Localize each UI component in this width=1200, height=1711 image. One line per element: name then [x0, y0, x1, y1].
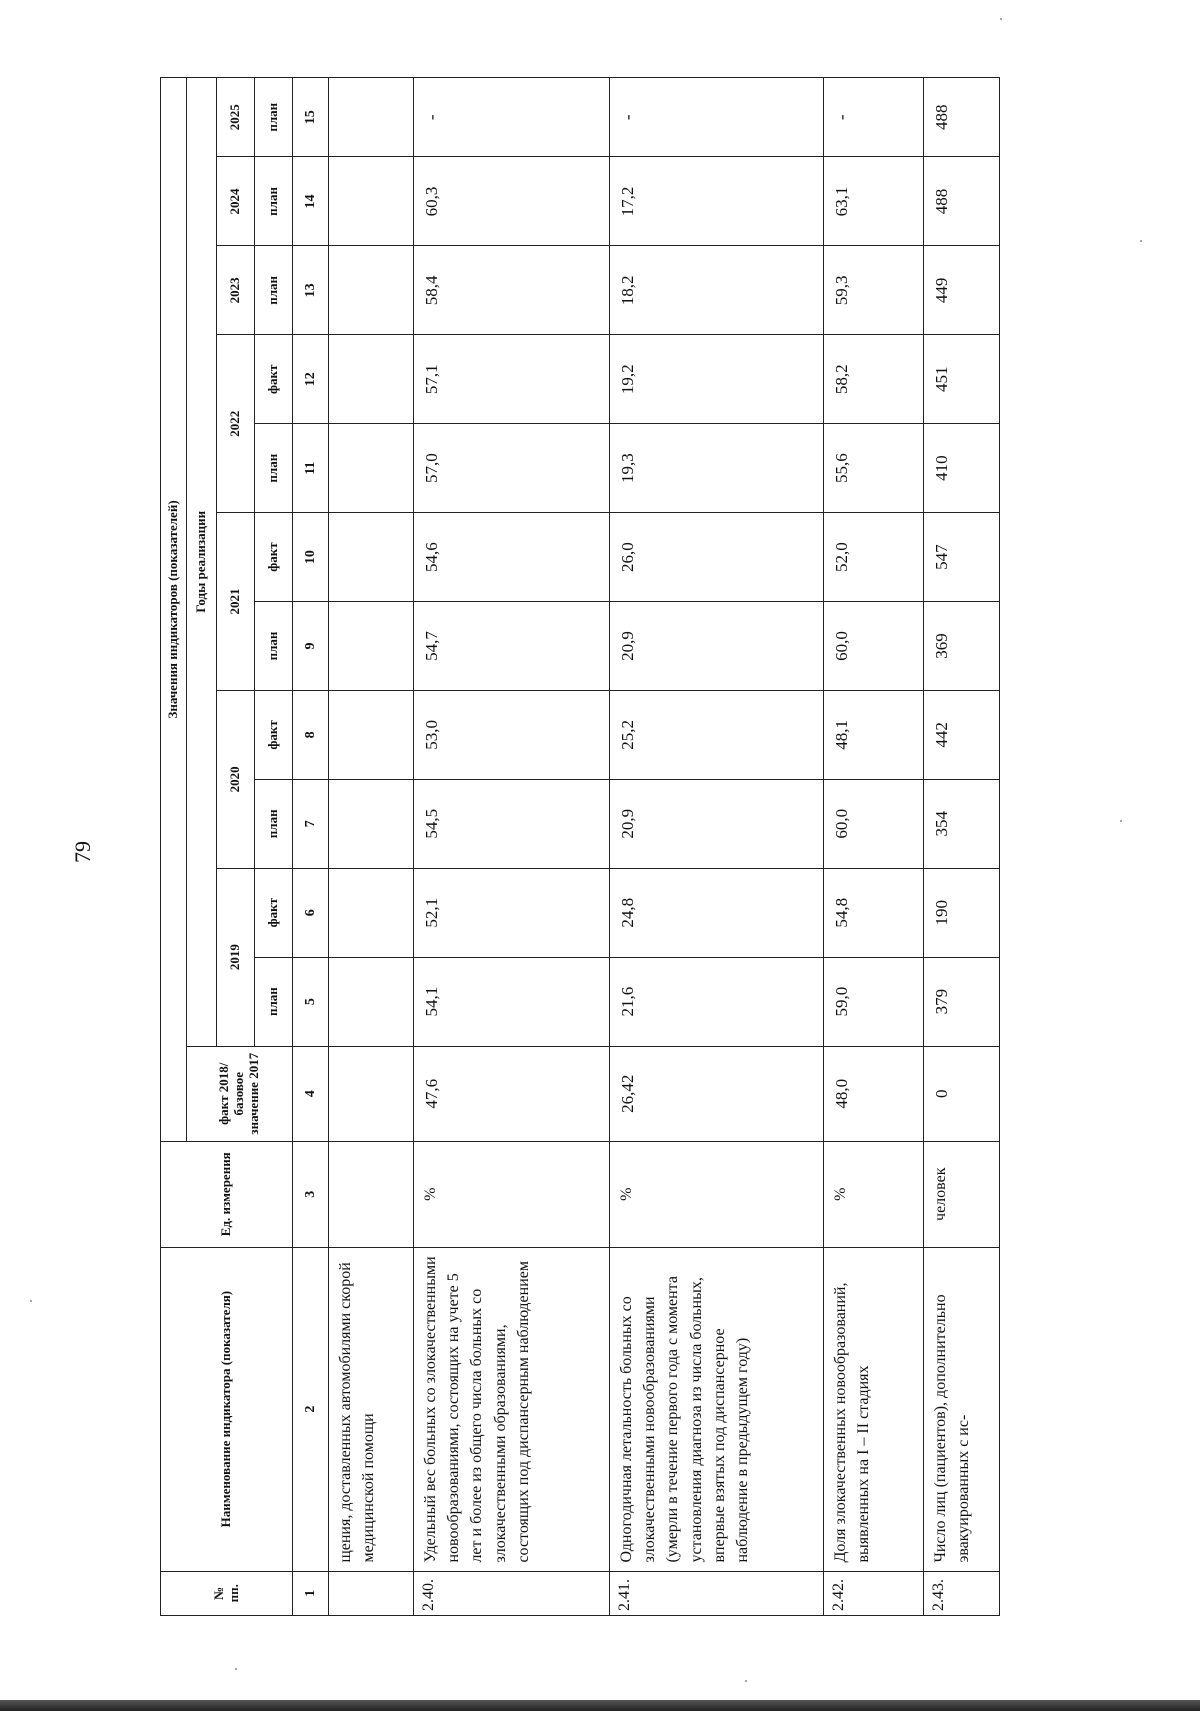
value-cell — [329, 957, 414, 1046]
scan-speck — [30, 1300, 32, 1302]
page-number: 79 — [70, 841, 95, 863]
table-row — [824, 78, 924, 1616]
indicator-name: Одногодичная летальность больных со злокачественными новообразованиями (умерли в течение первого года с момента установления диагноза из числа больных, впервые взятых под диспансерное наблюдение в предыдущем году) — [610, 1247, 824, 1571]
value-cell — [329, 513, 414, 602]
value-cell: 48,0 — [824, 1046, 924, 1141]
value-cell — [329, 78, 414, 158]
value-cell: - — [414, 78, 610, 158]
value-cell: 60,3 — [414, 157, 610, 246]
value-cell: 488 — [924, 78, 1000, 158]
fact-header: факт — [255, 868, 293, 957]
value-cell: 18,2 — [610, 246, 824, 335]
value-cell: 369 — [924, 602, 1000, 691]
scan-speck — [745, 1680, 747, 1682]
value-cell: 19,3 — [610, 424, 824, 513]
indicator-table — [160, 77, 1000, 1616]
year-2024-header: 2024 — [217, 157, 255, 246]
value-cell: - — [610, 78, 824, 158]
value-cell: 58,2 — [824, 335, 924, 424]
scan-speck — [1120, 820, 1122, 822]
col-number: 9 — [293, 602, 329, 691]
col-unit-header: Ед. измерения — [161, 1141, 293, 1247]
value-cell: 60,0 — [824, 779, 924, 868]
value-cell: 55,6 — [824, 424, 924, 513]
table-row — [414, 78, 610, 1616]
value-cell: - — [824, 78, 924, 158]
row-number: 2.40. — [414, 1571, 610, 1615]
col-name-header: Наименование индикатора (показателя) — [161, 1247, 293, 1571]
col-number: 15 — [293, 78, 329, 158]
indicator-name: Доля злокачественных новообразований, выявленных на I – II стадиях — [824, 1247, 924, 1571]
scan-edge-bar — [0, 1700, 1200, 1711]
value-cell: 19,2 — [610, 335, 824, 424]
plan-header: план — [255, 246, 293, 335]
table-row — [329, 78, 414, 1616]
value-cell: 54,7 — [414, 602, 610, 691]
unit-cell — [329, 1141, 414, 1247]
col-number: 10 — [293, 513, 329, 602]
scan-speck — [1000, 18, 1002, 20]
value-cell: 57,0 — [414, 424, 610, 513]
fact-header: факт — [255, 513, 293, 602]
value-cell — [329, 602, 414, 691]
value-cell — [329, 779, 414, 868]
plan-header: план — [255, 78, 293, 158]
value-cell: 53,0 — [414, 690, 610, 779]
value-cell: 379 — [924, 957, 1000, 1046]
col-number: 12 — [293, 335, 329, 424]
fact-base-header: факт 2018/базовое значение 2017 — [187, 1046, 293, 1141]
indicator-name: Число лиц (пациентов), дополнительно эвакуированных с ис- — [924, 1247, 1000, 1571]
value-cell — [329, 424, 414, 513]
col-number: 1 — [293, 1571, 329, 1615]
value-cell: 354 — [924, 779, 1000, 868]
value-cell: 24,8 — [610, 868, 824, 957]
value-cell: 25,2 — [610, 690, 824, 779]
col-number: 4 — [293, 1046, 329, 1141]
plan-header: план — [255, 157, 293, 246]
value-cell: 59,3 — [824, 246, 924, 335]
col-number: 13 — [293, 246, 329, 335]
value-cell: 63,1 — [824, 157, 924, 246]
col-number: 3 — [293, 1141, 329, 1247]
value-cell: 48,1 — [824, 690, 924, 779]
values-group-header: Значения индикаторов (показателей) — [161, 78, 187, 1142]
value-cell — [329, 246, 414, 335]
table-body — [329, 78, 1000, 1616]
indicator-table-rotated — [160, 77, 1090, 1616]
value-cell: 52,1 — [414, 868, 610, 957]
table-row — [924, 78, 1000, 1616]
col-no-header: № пп. — [161, 1571, 293, 1615]
value-cell: 0 — [924, 1046, 1000, 1141]
value-cell: 190 — [924, 868, 1000, 957]
plan-header: план — [255, 424, 293, 513]
year-2025-header: 2025 — [217, 78, 255, 158]
value-cell: 57,1 — [414, 335, 610, 424]
table-row — [610, 78, 824, 1616]
value-cell: 547 — [924, 513, 1000, 602]
col-number: 11 — [293, 424, 329, 513]
value-cell: 449 — [924, 246, 1000, 335]
unit-cell: % — [414, 1141, 610, 1247]
value-cell: 54,1 — [414, 957, 610, 1046]
plan-header: план — [255, 779, 293, 868]
value-cell: 17,2 — [610, 157, 824, 246]
value-cell: 54,6 — [414, 513, 610, 602]
row-number — [329, 1571, 414, 1615]
value-cell — [329, 690, 414, 779]
year-2020-header: 2020 — [217, 690, 255, 868]
value-cell — [329, 157, 414, 246]
unit-cell: % — [824, 1141, 924, 1247]
value-cell: 26,0 — [610, 513, 824, 602]
col-number: 5 — [293, 957, 329, 1046]
value-cell: 54,8 — [824, 868, 924, 957]
col-number: 6 — [293, 868, 329, 957]
year-2019-header: 2019 — [217, 868, 255, 1046]
years-group-header: Годы реализации — [187, 78, 217, 1047]
fact-header: факт — [255, 335, 293, 424]
year-2021-header: 2021 — [217, 513, 255, 691]
col-number: 8 — [293, 690, 329, 779]
col-number: 14 — [293, 157, 329, 246]
col-number: 2 — [293, 1247, 329, 1571]
value-cell: 59,0 — [824, 957, 924, 1046]
plan-header: план — [255, 957, 293, 1046]
col-number: 7 — [293, 779, 329, 868]
fact-header: факт — [255, 690, 293, 779]
scan-speck — [1140, 240, 1142, 242]
value-cell: 451 — [924, 335, 1000, 424]
scan-speck — [235, 1668, 237, 1670]
indicator-name: щения, доставленных автомобилями скорой медицинской помощи — [329, 1247, 414, 1571]
unit-cell: % — [610, 1141, 824, 1247]
value-cell: 21,6 — [610, 957, 824, 1046]
row-number: 2.41. — [610, 1571, 824, 1615]
row-number: 2.42. — [824, 1571, 924, 1615]
indicator-name: Удельный вес больных со злокачественными новообразованиями, состоящих на учете 5 лет и более из общего числа больных со злокачественными образованиями, состоящих под диспансерным наблюдением — [414, 1247, 610, 1571]
value-cell: 58,4 — [414, 246, 610, 335]
unit-cell: человек — [924, 1141, 1000, 1247]
value-cell: 52,0 — [824, 513, 924, 602]
year-2022-header: 2022 — [217, 335, 255, 513]
year-2023-header: 2023 — [217, 246, 255, 335]
value-cell: 47,6 — [414, 1046, 610, 1141]
value-cell: 20,9 — [610, 779, 824, 868]
value-cell: 442 — [924, 690, 1000, 779]
value-cell — [329, 335, 414, 424]
value-cell: 26,42 — [610, 1046, 824, 1141]
row-number: 2.43. — [924, 1571, 1000, 1615]
value-cell: 20,9 — [610, 602, 824, 691]
value-cell: 60,0 — [824, 602, 924, 691]
plan-header: план — [255, 602, 293, 691]
value-cell — [329, 868, 414, 957]
value-cell: 488 — [924, 157, 1000, 246]
value-cell — [329, 1046, 414, 1141]
value-cell: 410 — [924, 424, 1000, 513]
value-cell: 54,5 — [414, 779, 610, 868]
